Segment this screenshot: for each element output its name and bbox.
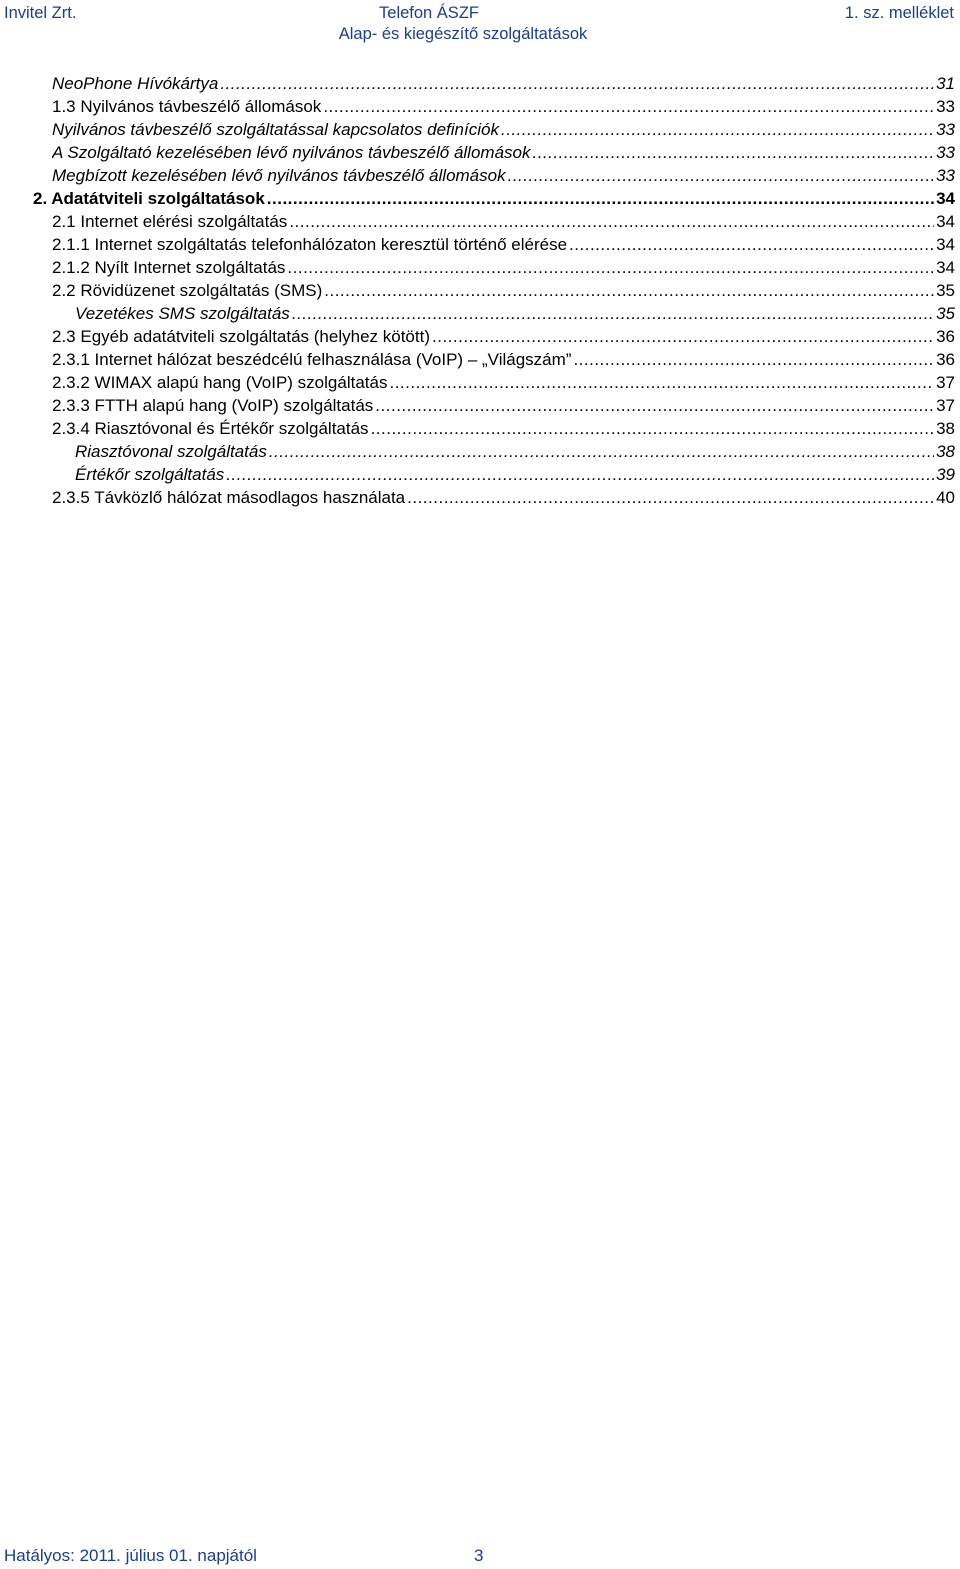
toc-leader-dots <box>289 210 934 233</box>
toc-entry[interactable] <box>33 187 955 210</box>
toc-entry-page: 33 <box>936 120 955 139</box>
toc-entry[interactable] <box>52 394 955 417</box>
toc-entry[interactable] <box>52 486 955 509</box>
toc-entry-label: 2.3 Egyéb adatátviteli szolgáltatás (helyhez kötött) <box>52 327 430 346</box>
toc-entry[interactable] <box>52 348 955 371</box>
toc-entry[interactable] <box>75 302 955 325</box>
toc-entry-label: 2. Adatátviteli szolgáltatások <box>33 189 265 208</box>
toc-leader-dots <box>569 233 934 256</box>
toc-entry-page: 31 <box>936 74 955 93</box>
header-document-title: Telefon ÁSZF <box>379 4 479 22</box>
toc-entry-page: 36 <box>936 327 955 346</box>
toc-entry-page: 37 <box>936 396 955 415</box>
toc-entry-page: 33 <box>936 97 955 116</box>
toc-leader-dots <box>269 440 934 463</box>
toc-entry[interactable] <box>52 417 955 440</box>
toc-entry[interactable] <box>52 72 955 95</box>
toc-entry[interactable] <box>52 279 955 302</box>
header-subtitle: Alap- és kiegészítő szolgáltatások <box>338 25 588 43</box>
toc-entry[interactable] <box>52 164 955 187</box>
toc-entry-label: A Szolgáltató kezelésében lévő nyilvános távbeszélő állomások <box>52 143 531 162</box>
toc-leader-dots <box>323 95 934 118</box>
toc-leader-dots <box>371 417 935 440</box>
toc-entry-label: 2.1 Internet elérési szolgáltatás <box>52 212 288 231</box>
toc-leader-dots <box>407 486 934 509</box>
toc-leader-dots <box>267 187 934 210</box>
toc-entry-page: 34 <box>936 189 955 208</box>
toc-entry-page: 35 <box>936 304 955 323</box>
toc-entry-label: 2.3.3 FTTH alapú hang (VoIP) szolgáltatás <box>52 396 374 415</box>
toc-entry[interactable] <box>52 256 955 279</box>
toc-entry[interactable] <box>52 118 955 141</box>
header-annex: 1. sz. melléklet <box>844 4 954 22</box>
toc-leader-dots <box>292 302 934 325</box>
toc-leader-dots <box>501 118 934 141</box>
toc-entry[interactable] <box>52 210 955 233</box>
toc-entry-page: 35 <box>936 281 955 300</box>
toc-entry-page: 34 <box>936 212 955 231</box>
toc-entry[interactable] <box>52 141 955 164</box>
toc-entry-page: 33 <box>936 143 955 162</box>
toc-entry-label: 2.3.2 WIMAX alapú hang (VoIP) szolgáltatás <box>52 373 388 392</box>
toc-entry[interactable] <box>75 463 955 486</box>
toc-leader-dots <box>226 463 934 486</box>
toc-entry-label: 2.3.5 Távközlő hálózat másodlagos használata <box>52 488 406 507</box>
toc-leader-dots <box>432 325 934 348</box>
toc-entry-label: Megbízott kezelésében lévő nyilvános távbeszélő állomások <box>52 166 506 185</box>
toc-leader-dots <box>573 348 934 371</box>
toc-entry-label: Vezetékes SMS szolgáltatás <box>75 304 290 323</box>
toc-entry-page: 36 <box>936 350 955 369</box>
toc-entry-label: Értékőr szolgáltatás <box>75 465 225 484</box>
toc-leader-dots <box>508 164 934 187</box>
toc-entry-label: Riasztóvonal szolgáltatás <box>75 442 267 461</box>
toc-leader-dots <box>389 371 934 394</box>
toc-entry-label: NeoPhone Hívókártya <box>52 74 219 93</box>
toc-entry-page: 34 <box>936 258 955 277</box>
toc-entry-page: 38 <box>936 442 955 461</box>
footer-page-number: 3 <box>474 1546 484 1565</box>
toc-entry[interactable] <box>52 371 955 394</box>
toc-entry-label: Nyilvános távbeszélő szolgáltatással kapcsolatos definíciók <box>52 120 499 139</box>
toc-leader-dots <box>375 394 934 417</box>
toc-entry-label: 2.2 Rövidüzenet szolgáltatás (SMS) <box>52 281 323 300</box>
toc-entry-page: 40 <box>936 488 955 507</box>
footer-effective-date: Hatályos: 2011. július 01. napjától <box>4 1546 257 1565</box>
header-company: Invitel Zrt. <box>4 4 77 22</box>
toc-entry-page: 38 <box>936 419 955 438</box>
toc-entry-page: 33 <box>936 166 955 185</box>
toc-entry-label: 2.3.4 Riasztóvonal és Értékőr szolgáltatás <box>52 419 369 438</box>
toc-entry[interactable] <box>52 95 955 118</box>
toc-entry[interactable] <box>75 440 955 463</box>
toc-entry-label: 2.1.2 Nyílt Internet szolgáltatás <box>52 258 286 277</box>
page-header <box>0 4 960 48</box>
toc-entry-page: 34 <box>936 235 955 254</box>
toc-leader-dots <box>220 72 934 95</box>
toc-entry[interactable] <box>52 233 955 256</box>
toc-entry-label: 2.1.1 Internet szolgáltatás telefonhálózaton keresztül történő elérése <box>52 235 568 254</box>
toc-entry-label: 2.3.1 Internet hálózat beszédcélú felhasználása (VoIP) – „Világszám” <box>52 350 572 369</box>
toc-leader-dots <box>532 141 934 164</box>
toc-entry[interactable] <box>52 325 955 348</box>
toc-leader-dots <box>324 279 934 302</box>
toc-leader-dots <box>287 256 934 279</box>
toc-entry-page: 37 <box>936 373 955 392</box>
toc-entry-label: 1.3 Nyilvános távbeszélő állomások <box>52 97 322 116</box>
toc-entry-page: 39 <box>936 465 955 484</box>
